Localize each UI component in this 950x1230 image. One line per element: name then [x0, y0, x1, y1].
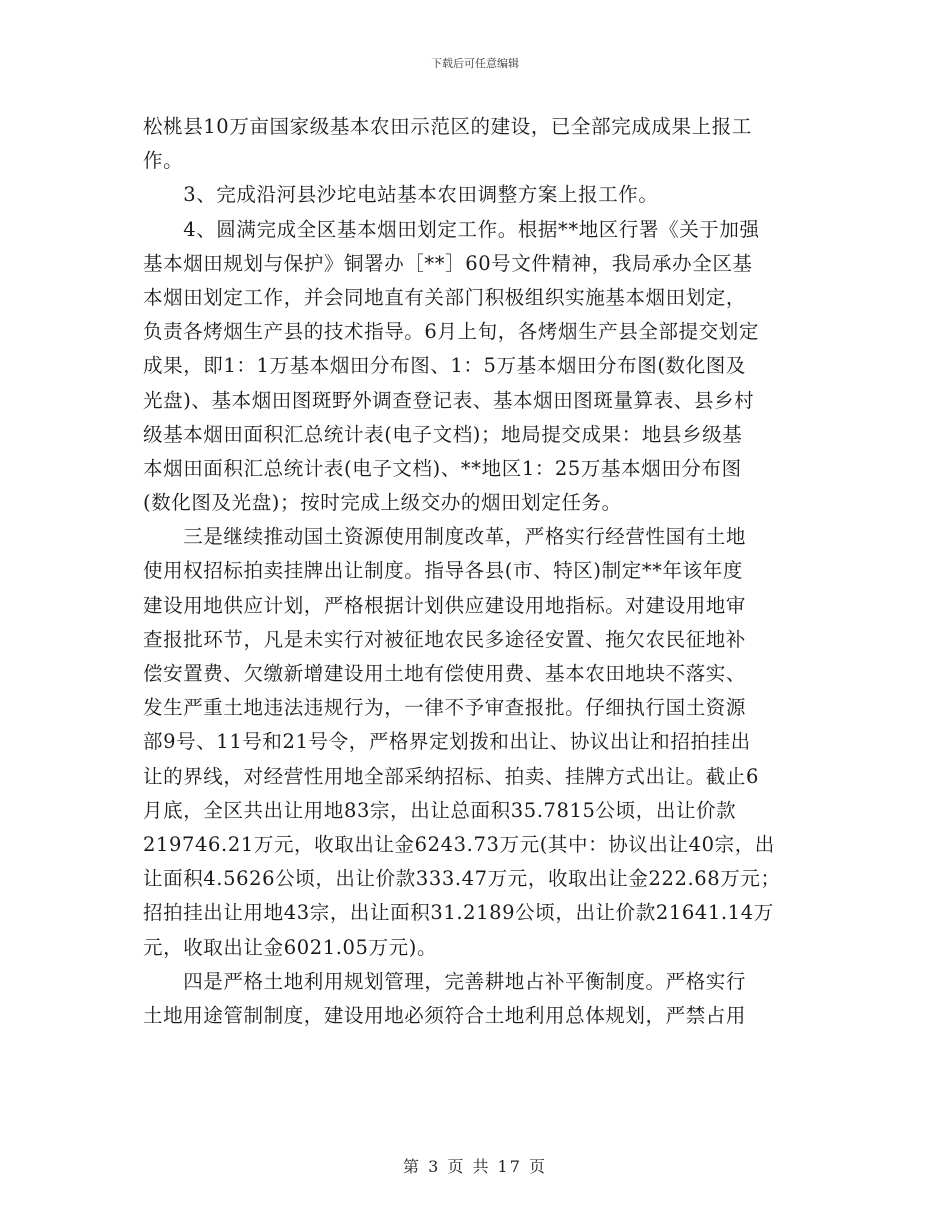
text-line: 三是继续推动国土资源使用制度改革，严格实行经营性国有土地: [143, 525, 747, 549]
text-line: 建设用地供应计划，严格根据计划供应建设用地指标。对建设用地审: [143, 593, 747, 617]
text-line: 偿安置费、欠缴新增建设用土地有偿使用费、基本农田地块不落实、: [143, 662, 747, 685]
text-line: 部9号、11号和21号令，严格界定划拨和出让、协议出让和招拍挂出: [143, 730, 751, 754]
text-line: 查报批环节，凡是未实行对被征地农民多途径安置、拖欠农民征地补: [143, 627, 747, 651]
text-line: 土地用途管制制度，建设用地必须符合土地利用总体规划，严禁占用: [143, 1003, 747, 1027]
page-header: 下载后可任意编辑: [431, 57, 519, 70]
text-line: 级基本烟田面积汇总统计表(电子文档)；地局提交成果：地县乡级基: [143, 422, 743, 446]
text-line: 让的界线，对经营性用地全部采纳招标、拍卖、挂牌方式出让。截止6: [143, 764, 760, 788]
text-line: 松桃县10万亩国家级基本农田示范区的建设，已全部完成成果上报工: [143, 115, 752, 138]
text-line: 招拍挂出让用地43宗，出让面积31.2189公顷，出让价款21641.14万: [143, 901, 774, 925]
text-line: 让面积4.5626公顷，出让价款333.47万元，收取出让金222.68万元；: [143, 867, 781, 891]
text-line: 4、圆满完成全区基本烟田划定工作。根据**地区行署《关于加强: [143, 217, 760, 241]
text-line: 本烟田面积汇总统计表(电子文档)、**地区1：25万基本烟田分布图: [143, 456, 742, 480]
text-line: 使用权招标拍卖挂牌出让制度。指导各县(市、特区)制定**年该年度: [143, 559, 743, 583]
text-line: 作。: [143, 149, 184, 173]
page-number-footer: 第 3 页 共 17 页: [403, 1157, 547, 1176]
text-line: 成果，即1：1万基本烟田分布图、1：5万基本烟田分布图(数化图及: [143, 354, 746, 378]
text-line: 本烟田划定工作，并会同地直有关部门积极组织实施基本烟田划定，: [143, 285, 747, 309]
body-text: [143, 110, 813, 1033]
text-line: 月底，全区共出让用地83宗，出让总面积35.7815公顷，出让价款: [143, 798, 737, 822]
text-line: 基本烟田规划与保护》铜署办［**］60号文件精神，我局承办全区基: [143, 251, 753, 275]
text-line: 3、完成沿河县沙坨电站基本农田调整方案上报工作。: [143, 183, 659, 207]
text-line: 光盘)、基本烟田图斑野外调查登记表、基本烟田图斑量算表、县乡村: [143, 388, 755, 412]
text-line: 四是严格土地利用规划管理，完善耕地占补平衡制度。严格实行: [143, 969, 747, 993]
text-line: (数化图及光盘)；按时完成上级交办的烟田划定任务。: [143, 491, 622, 515]
text-line: 负责各烤烟生产县的技术指导。6月上旬，各烤烟生产县全部提交划定: [143, 320, 760, 344]
text-line: 发生严重土地违法违规行为，一律不予审查报批。仔细执行国土资源: [143, 696, 747, 720]
text-line: 219746.21万元，收取出让金6243.73万元(其中：协议出让40宗，出: [143, 832, 775, 856]
text-line: 元，收取出让金6021.05万元)。: [143, 935, 438, 959]
